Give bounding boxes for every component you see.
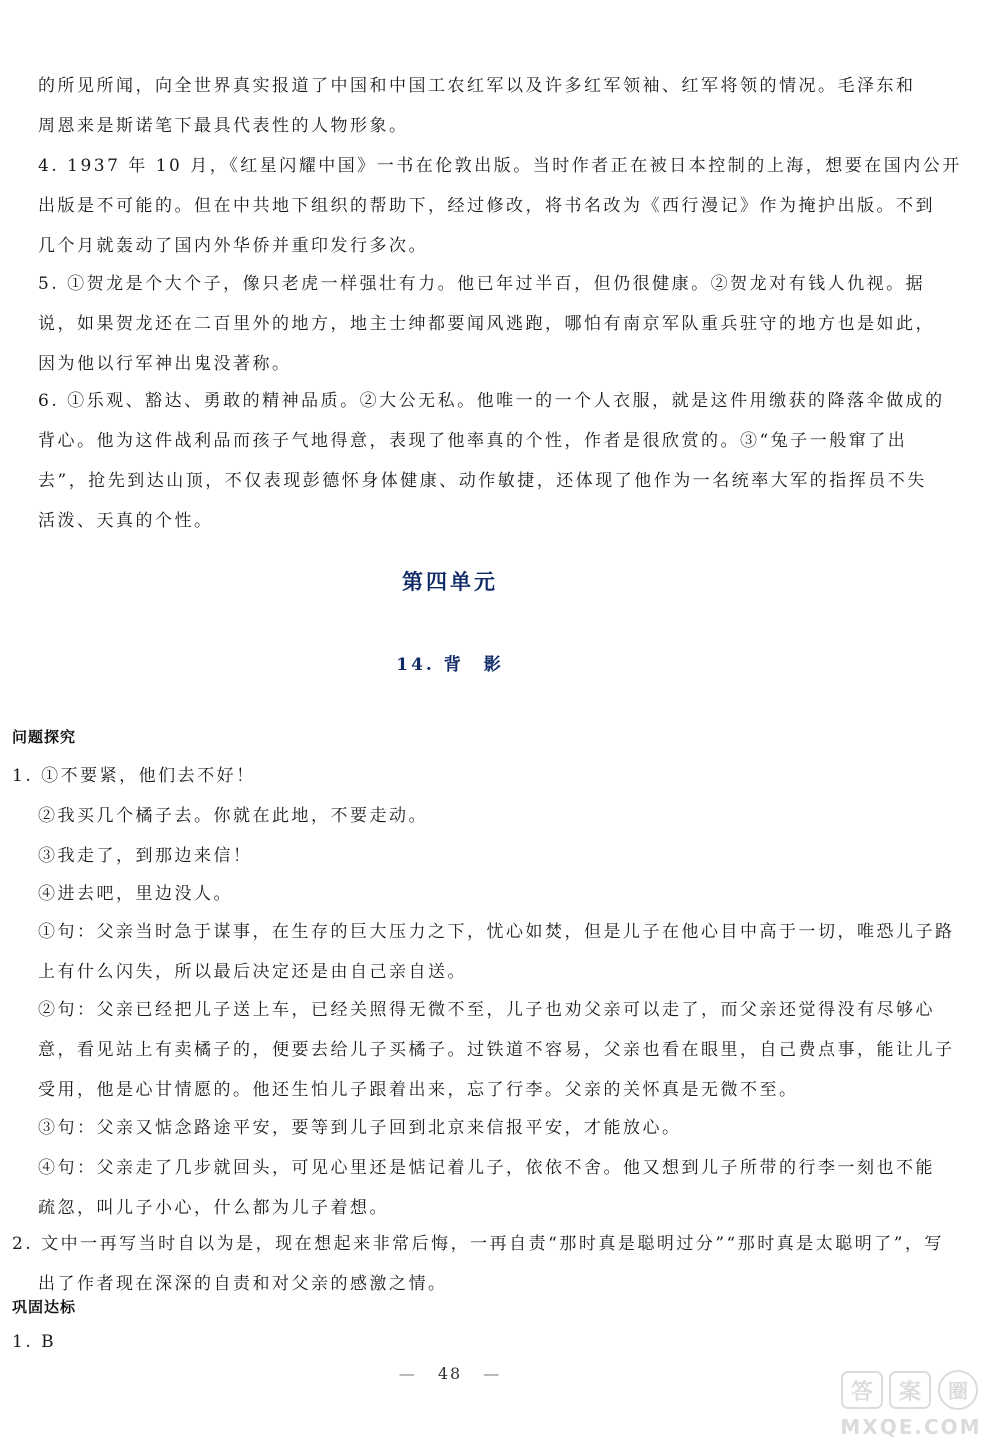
text-line: 受用，他是心甘情愿的。他还生怕儿子跟着出来，忘了行李。父亲的关怀真是无微不至。 — [38, 1080, 799, 1100]
text-line: 周恩来是斯诺笔下最具代表性的人物形象。 — [38, 116, 409, 136]
q1-quote-3: ③我走了，到那边来信！ — [38, 846, 253, 866]
text-line: 4. 1937 年 10 月，《红星闪耀中国》一书在伦敦出版。当时作者正在被日本控制的上海，想要在国内公开 — [38, 156, 962, 176]
text-line: ③句：父亲又惦念路途平安，要等到儿子回到北京来信报平安，才能放心。 — [38, 1118, 682, 1138]
page-number: 48 — [437, 1364, 463, 1383]
text-line: 上有什么闪失，所以最后决定还是由自己亲自送。 — [38, 962, 467, 982]
answer-paragraph-5 — [38, 264, 935, 384]
text-line: 的所见所闻，向全世界真实报道了中国和中国工农红军以及许多红军领袖、红军将领的情况。毛泽东和 — [38, 76, 916, 96]
text-line: 6. ①乐观、豁达、勇敢的精神品质。②大公无私。他唯一的一个人衣服，就是这件用缴获的降落伞做成的 — [38, 391, 945, 411]
text-line: 去”，抢先到达山顶，不仅表现彭德怀身体健康、动作敏捷，还体现了他作为一名统率大军的指挥员不失 — [38, 471, 927, 491]
q1-quote-2: ②我买几个橘子去。你就在此地，不要走动。 — [38, 806, 428, 826]
page-dash-left: — — [398, 1364, 417, 1383]
page-number-footer — [0, 1364, 900, 1383]
answer-paragraph-4 — [38, 146, 962, 266]
text-line: 出了作者现在深深的自责和对父亲的感激之情。 — [38, 1274, 448, 1294]
section-heading-consolidate: 巩固达标 — [12, 1298, 77, 1316]
text-line: 疏忽，叫儿子小心，什么都为儿子着想。 — [38, 1198, 389, 1218]
watermark-url: MXQE.COM — [840, 1415, 982, 1439]
text-line: 意，看见站上有卖橘子的，便要去给儿子买橘子。过铁道不容易，父亲也看在眼里，自己费点事，能让儿子 — [38, 1040, 955, 1060]
q2-answer — [12, 1224, 944, 1304]
analysis-3 — [38, 1108, 888, 1148]
lesson-title: 14. 背 影 — [396, 655, 504, 675]
analysis-2 — [38, 990, 955, 1110]
text-line: 因为他以行军神出鬼没著称。 — [38, 354, 292, 374]
q1-quote-1: 1. ①不要紧，他们去不好！ — [12, 766, 256, 786]
text-line: 出版是不可能的。但在中共地下组织的帮助下，经过修改，将书名改为《西行漫记》作为掩护出版。不到 — [38, 196, 935, 216]
section-heading-inquiry: 问题探究 — [12, 728, 77, 746]
consolidate-answer-1: 1. B — [12, 1332, 57, 1352]
text-line: ④句：父亲走了几步就回头，可见心里还是惦记着儿子，依依不舍。他又想到儿子所带的行李一刻也不能 — [38, 1158, 935, 1178]
text-line: 活泼、天真的个性。 — [38, 511, 214, 531]
text-line: ②句：父亲已经把儿子送上车，已经关照得无微不至，儿子也劝父亲可以走了，而父亲还觉得没有尽够心 — [38, 1000, 935, 1020]
unit-title: 第四单元 — [402, 570, 498, 594]
text-line: 背心。他为这件战利品而孩子气地得意，表现了他率真的个性，作者是很欣赏的。③“兔子一般窜了出 — [38, 431, 908, 451]
q1-quote-4: ④进去吧，里边没人。 — [38, 884, 233, 904]
answer-paragraph-6 — [38, 381, 945, 541]
text-line: ①句：父亲当时急于谋事，在生存的巨大压力之下，忧心如焚，但是儿子在他心目中高于一切，唯恐儿子路 — [38, 922, 955, 942]
analysis-1 — [38, 912, 955, 992]
analysis-4 — [38, 1148, 935, 1228]
text-line: 2. 文中一再写当时自以为是，现在想起来非常后悔，一再自责“那时真是聪明过分”“那时真是太聪明了”，写 — [12, 1234, 944, 1254]
watermark-char-3: 圈 — [948, 1379, 968, 1403]
watermark-char-1: 答 — [850, 1380, 874, 1405]
watermark-char-2: 案 — [898, 1380, 922, 1405]
page-dash-right: — — [483, 1364, 502, 1383]
text-line: 5. ①贺龙是个大个子，像只老虎一样强壮有力。他已年过半百，但仍很健康。②贺龙对有钱人仇视。据 — [38, 274, 926, 294]
text-line: 说，如果贺龙还在二百里外的地方，地主士绅都要闻风逃跑，哪怕有南京军队重兵驻守的地方也是如此， — [38, 314, 935, 334]
text-line: 几个月就轰动了国内外华侨并重印发行多次。 — [38, 236, 428, 256]
watermark-logo — [836, 1368, 986, 1442]
answer-paragraph-3-cont — [38, 66, 916, 146]
